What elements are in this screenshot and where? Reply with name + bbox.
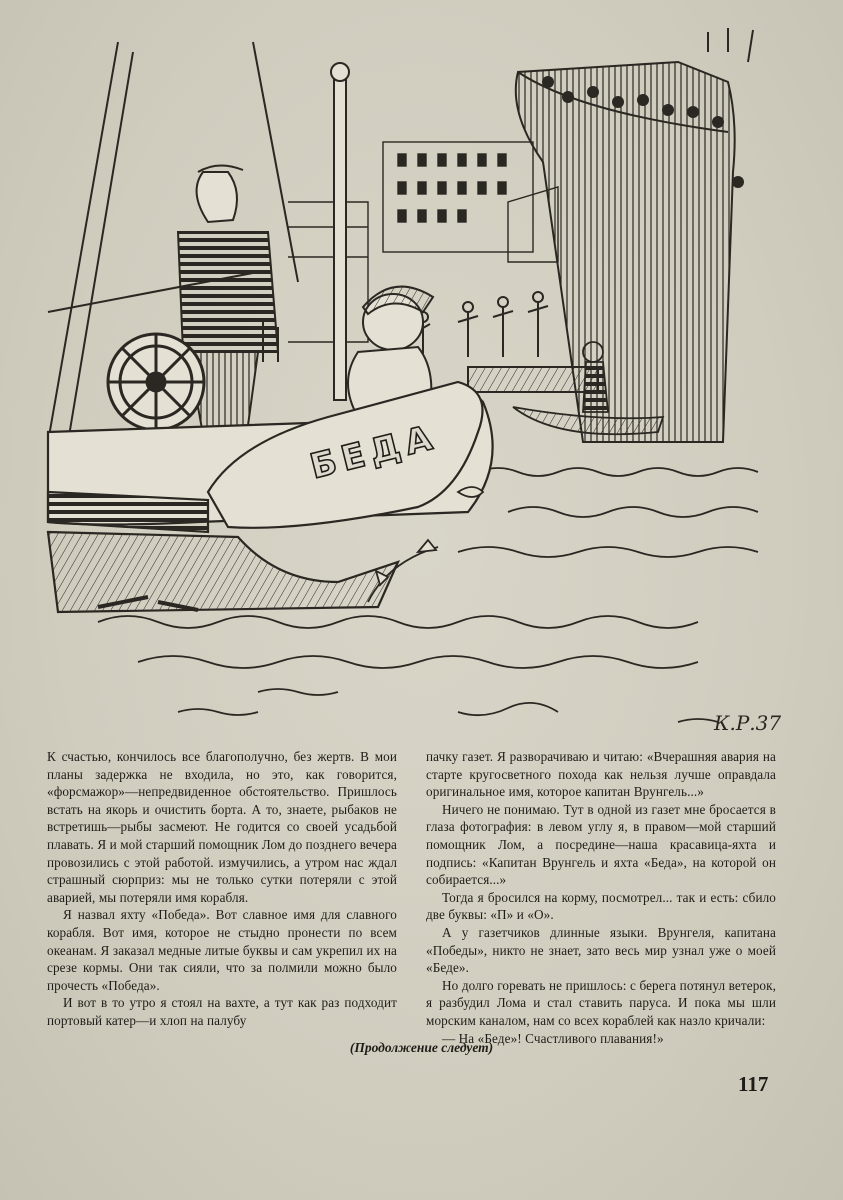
- continued-note: (Продолжение следует): [349, 1040, 494, 1055]
- paragraph: К счастью, кончилось все благополучно, без жертв. В мои планы задержка не входила, но это, как говорится, «форсмажор»—непредвиденное обстоятельство. Пришлось встать на якорь и очистить борта. А то, знаете, рыбаков не встретишь—рыбы засмеют. Не годится со своей усадьбой плавать. Я и мой старший помощник Лом до позднего вечера провозились с этой работой. измучились, а утром нас ждал страшный сюрприз: мы не только сутки потеряли с этой аварией, мы потеряли имя корабля.: [47, 749, 397, 905]
- paragraph: И вот в то утро я стоял на вахте, а тут как раз подходит портовый катер—и хлоп на палубу: [47, 995, 397, 1028]
- article-right-column: [426, 748, 776, 1047]
- steering-wheel: [108, 334, 204, 430]
- paragraph: пачку газет. Я разворачиваю и читаю: «Вчерашняя авария на старте кругосветного похода как нельзя лучше оправдала оригинальное имя, которое капитан Врунгель...»: [426, 749, 776, 800]
- yacht-hull: [48, 382, 493, 612]
- hull-name-label: БЕДА: [306, 417, 442, 488]
- illustration-yacht-beda: [38, 22, 782, 742]
- sailor-figure: [178, 165, 278, 462]
- paragraph: Я назвал яхту «Победа». Вот славное имя для славного корабля. Вот имя, которое не стыдно пронести по всем океанам. Я заказал медные литые буквы и сам укрепил их на срезе кормы. Они так сияли, что за полмили можно было прочесть «Победа».: [47, 907, 397, 993]
- paragraph: Но долго горевать не пришлось: с берега потянул ветерок, я разбудил Лома и стал ставить паруса. И пока мы шли морским каналом, нам со всех кораблей как назло кричали:: [426, 977, 776, 1028]
- paragraph: Тогда я бросился на корму, посмотрел... так и есть: сбило две буквы: «П» и «О».: [426, 889, 776, 923]
- paragraph: А у газетчиков длинные языки. Врунгеля, капитана «Победы», никто не знает, зато весь мир узнал уже о моей «Беде».: [426, 924, 776, 976]
- paragraph: — На «Беде»! Счастливого плавания!»: [442, 1030, 664, 1046]
- page-number: 117: [738, 1072, 769, 1096]
- artist-signature: К.Р.37: [714, 711, 782, 735]
- article-left-column: [47, 748, 397, 1030]
- paragraph: Ничего не понимаю. Тут в одной из газет мне бросается в глаза фотография: в левом углу я, в правом—мой старший помощник Лом, а посредине—наша красавица-яхта и подпись: «Капитан Врунгель и яхта «Беда», на которой он собирается...»: [426, 801, 776, 888]
